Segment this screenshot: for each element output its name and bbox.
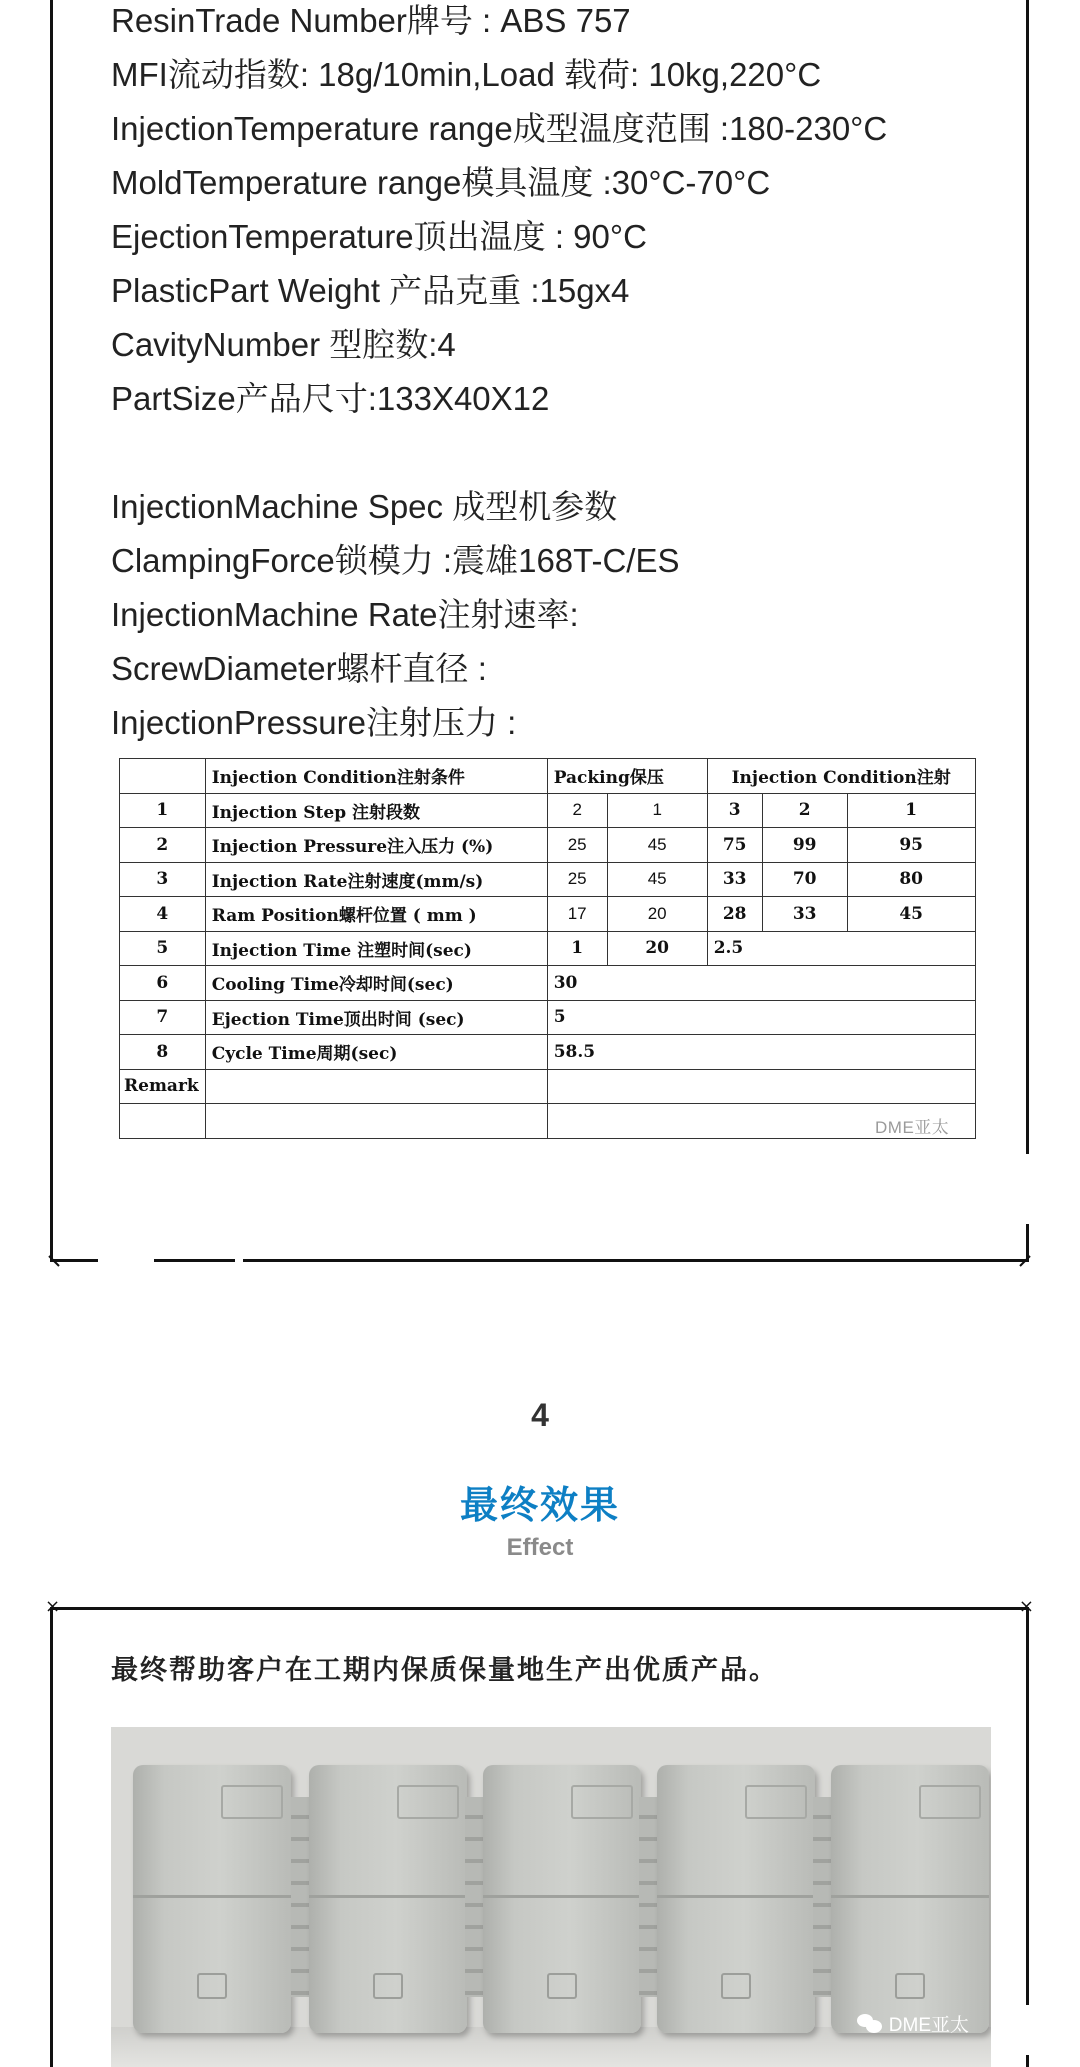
row-number: 4	[120, 897, 206, 932]
molded-part	[831, 1765, 989, 2033]
corner-mark-icon	[47, 1254, 61, 1268]
table-cell: 58.5	[547, 1035, 975, 1070]
result-card	[45, 1596, 1034, 2067]
table-watermark: DME亚太	[875, 1118, 950, 1137]
table-cell: 2.5	[707, 931, 975, 966]
photo-watermark-text: DME亚太	[888, 2015, 969, 2036]
table-cell: 28	[707, 897, 762, 932]
spec-mfi: MFI流动指数: 18g/10min,Load 载荷: 10kg,220°C	[111, 56, 822, 93]
injection-condition-table	[119, 758, 976, 1139]
border-gap	[1024, 2005, 1030, 2055]
spec-screw-diameter: ScrewDiameter螺杆直径 :	[111, 650, 487, 687]
table-cell: 75	[707, 828, 762, 863]
table-cell: 1	[547, 931, 607, 966]
spec-list	[111, 0, 1011, 750]
table-cell	[547, 1069, 975, 1104]
table-cell: 1	[847, 793, 975, 828]
table-row	[120, 897, 976, 932]
table-row	[120, 793, 976, 828]
table-cell: 2	[547, 793, 607, 828]
row-number: 2	[120, 828, 206, 863]
table-cell: 20	[607, 897, 707, 932]
spec-cavity-number: CavityNumber 型腔数:4	[111, 326, 456, 363]
table-row	[120, 1035, 976, 1070]
border-gap	[235, 1257, 243, 1263]
table-cell: 80	[847, 862, 975, 897]
row-number: 3	[120, 862, 206, 897]
table-cell: 2	[762, 793, 847, 828]
row-label: Cooling Time冷却时间(sec)	[205, 966, 547, 1001]
table-cell: 45	[847, 897, 975, 932]
table-cell: 95	[847, 828, 975, 863]
molded-part	[133, 1765, 291, 2033]
spec-card	[50, 0, 1029, 1262]
table-cell	[120, 1104, 206, 1139]
photo-watermark	[857, 2010, 969, 2037]
molded-part	[309, 1765, 467, 2033]
row-label: Injection Rate注射速度(mm/s)	[205, 862, 547, 897]
product-photo	[111, 1727, 991, 2067]
table-row	[120, 931, 976, 966]
table-cell: 70	[762, 862, 847, 897]
table-header-injection: Injection Condition注射	[707, 759, 975, 794]
table-row	[120, 1104, 976, 1139]
corner-cross-icon: ×	[1018, 1596, 1034, 1617]
row-label: Ram Position螺杆位置 ( mm )	[205, 897, 547, 932]
result-text: 最终帮助客户在工期内保质保量地生产出优质产品。	[111, 1655, 778, 1686]
table-cell: 45	[607, 828, 707, 863]
row-label: Injection Pressure注入压力 (%)	[205, 828, 547, 863]
row-number: 5	[120, 931, 206, 966]
table-cell: 1	[607, 793, 707, 828]
table-header-row	[120, 759, 976, 794]
row-number: 1	[120, 793, 206, 828]
row-number: 6	[120, 966, 206, 1001]
table-row	[120, 1069, 976, 1104]
spec-mold-temp: MoldTemperature range模具温度 :30°C-70°C	[111, 164, 771, 201]
table-cell: 25	[547, 862, 607, 897]
table-cell: 20	[607, 931, 707, 966]
spec-resin-trade-number: ResinTrade Number牌号 : ABS 757	[111, 2, 631, 39]
table-cell: 30	[547, 966, 975, 1001]
row-label: Injection Step 注射段数	[205, 793, 547, 828]
section-number: 4	[531, 1397, 549, 1433]
table-cell: 33	[707, 862, 762, 897]
table-cell	[120, 759, 206, 794]
section-title: 最终效果	[459, 1483, 620, 1527]
corner-cross-icon: ×	[45, 1596, 61, 1617]
table-cell: 45	[607, 862, 707, 897]
section-subtitle: Effect	[506, 1534, 574, 1561]
table-header-packing: Packing保压	[547, 759, 707, 794]
table-cell: 5	[547, 1000, 975, 1035]
table-cell	[205, 1104, 547, 1139]
table-cell: 25	[547, 828, 607, 863]
spec-machine-rate: InjectionMachine Rate注射速率:	[111, 596, 579, 633]
table-row	[120, 828, 976, 863]
molded-part	[657, 1765, 815, 2033]
row-label: Ejection Time顶出时间 (sec)	[205, 1000, 547, 1035]
table-cell: 33	[762, 897, 847, 932]
border-gap	[1024, 1154, 1030, 1224]
spec-part-size: PartSize产品尺寸:133X40X12	[111, 380, 550, 417]
border-gap	[98, 1257, 154, 1263]
table-cell: 17	[547, 897, 607, 932]
table-row	[120, 1000, 976, 1035]
table-cell: 99	[762, 828, 847, 863]
row-label: Injection Time 注塑时间(sec)	[205, 931, 547, 966]
table-header-condition: Injection Condition注射条件	[205, 759, 547, 794]
spec-injection-temp: InjectionTemperature range成型温度范围 :180-230°C	[111, 110, 888, 147]
remark-label: Remark	[120, 1069, 206, 1104]
row-number: 8	[120, 1035, 206, 1070]
corner-mark-icon	[1018, 1254, 1032, 1268]
row-label: Cycle Time周期(sec)	[205, 1035, 547, 1070]
spec-machine-spec: InjectionMachine Spec 成型机参数	[111, 488, 618, 525]
wechat-icon	[857, 2014, 883, 2034]
spec-injection-pressure: InjectionPressure注射压力 :	[111, 704, 517, 741]
table-row	[120, 862, 976, 897]
spec-ejection-temp: EjectionTemperature顶出温度 : 90°C	[111, 218, 647, 255]
table-cell	[205, 1069, 547, 1104]
table-row	[120, 966, 976, 1001]
molded-part	[483, 1765, 641, 2033]
table-cell: 3	[707, 793, 762, 828]
row-number: 7	[120, 1000, 206, 1035]
spec-clamping-force: ClampingForce锁模力 :震雄168T-C/ES	[111, 542, 680, 579]
spec-part-weight: PlasticPart Weight 产品克重 :15gx4	[111, 272, 630, 309]
